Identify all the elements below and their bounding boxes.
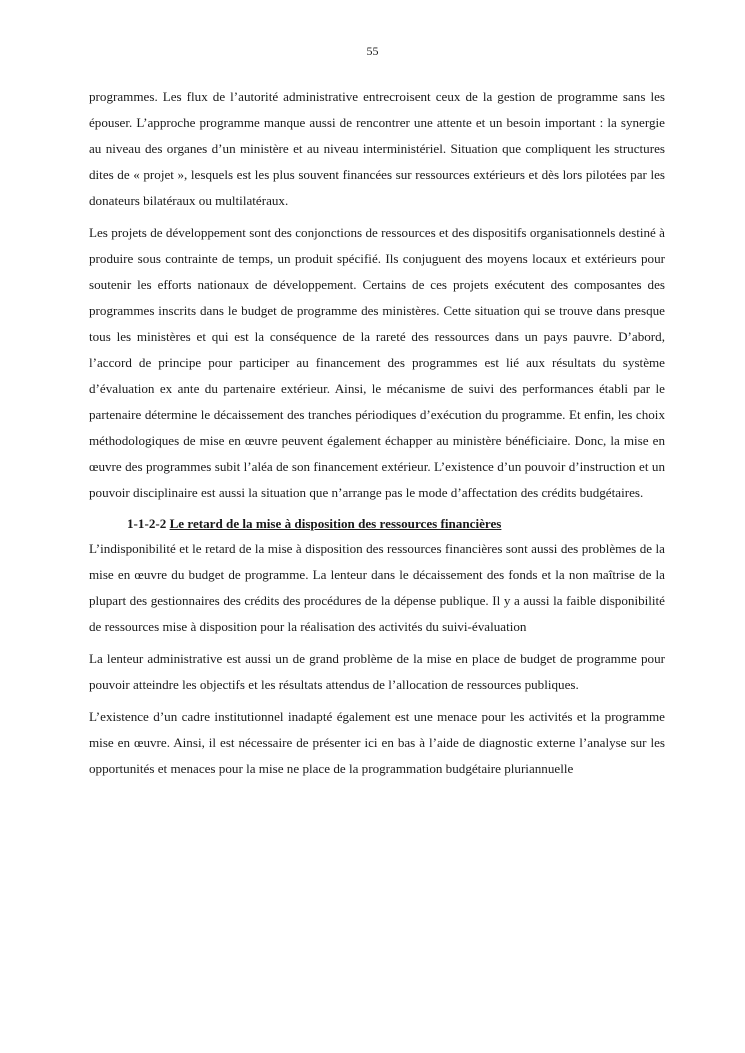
paragraph: La lenteur administrative est aussi un de grand problème de la mise en place de budget de programme pour pouvoir atteindre les objectifs et les résultats attendus de l’allocation de ressources publiques. — [89, 651, 665, 692]
section-number: 1-1-2-2 — [127, 516, 167, 531]
paragraph: L’existence d’un cadre institutionnel inadapté également est une menace pour les activités et la programme mise en œuvre. Ainsi, il est nécessaire de présenter ici en bas à l’aide de diagnostic externe l’analyse sur les opportunités et menaces pour la mise ne place de la programmation budgétaire pluriannuelle — [89, 709, 665, 776]
section-heading — [89, 512, 665, 536]
page-body — [89, 84, 665, 788]
paragraph: L’indisponibilité et le retard de la mise à disposition des ressources financières sont aussi des problèmes de la mise en œuvre du budget de programme. La lenteur dans le décaissement des fonds et la non maîtrise de la plupart des gestionnaires des crédits des procédures de la dépense publique. Il y a aussi la faible disponibilité de ressources mise à disposition pour la réalisation des activités du suivi-évaluation — [89, 541, 665, 634]
paragraph: Les projets de développement sont des conjonctions de ressources et des dispositifs organisationnels destiné à produire sous contrainte de temps, un produit spécifié. Ils conjuguent des moyens locaux et extérieurs pour soutenir les efforts nationaux de développement. Certains de ces projets exécutent des composantes des programmes inscrits dans le budget de programme des ministères. Cette situation qui se trouve dans presque tous les ministères et qui est la conséquence de la rareté des ressources dans un pays pauvre. D’abord, l’accord de principe pour participer au financement des programmes est lié aux résultats du système d’évaluation ex ante du partenaire extérieur. Ainsi, le mécanisme de suivi des performances établi par le partenaire détermine le décaissement des tranches périodiques d’exécution du programme. Et enfin, les choix méthodologiques de mise en œuvre peuvent également échapper au ministère bénéficiaire. Donc, la mise en œuvre des programmes subit l’aléa de son financement extérieur. L’existence d’un pouvoir d’instruction et un pouvoir disciplinaire est aussi la situation que n’arrange pas le mode d’affectation des crédits budgétaires. — [89, 225, 665, 500]
paragraph: programmes. Les flux de l’autorité administrative entrecroisent ceux de la gestion de programme sans les épouser. L’approche programme manque aussi de rencontrer une attente et un besoin important : la synergie au niveau des organes d’un ministère et au niveau interministériel. Situation que compliquent les structures dites de « projet », lesquels est les plus souvent financées sur ressources extérieurs et dès lors pilotées par les donateurs bilatéraux ou multilatéraux. — [89, 89, 665, 208]
section-title: Le retard de la mise à disposition des ressources financières — [169, 516, 502, 531]
page-number: 55 — [366, 44, 379, 58]
